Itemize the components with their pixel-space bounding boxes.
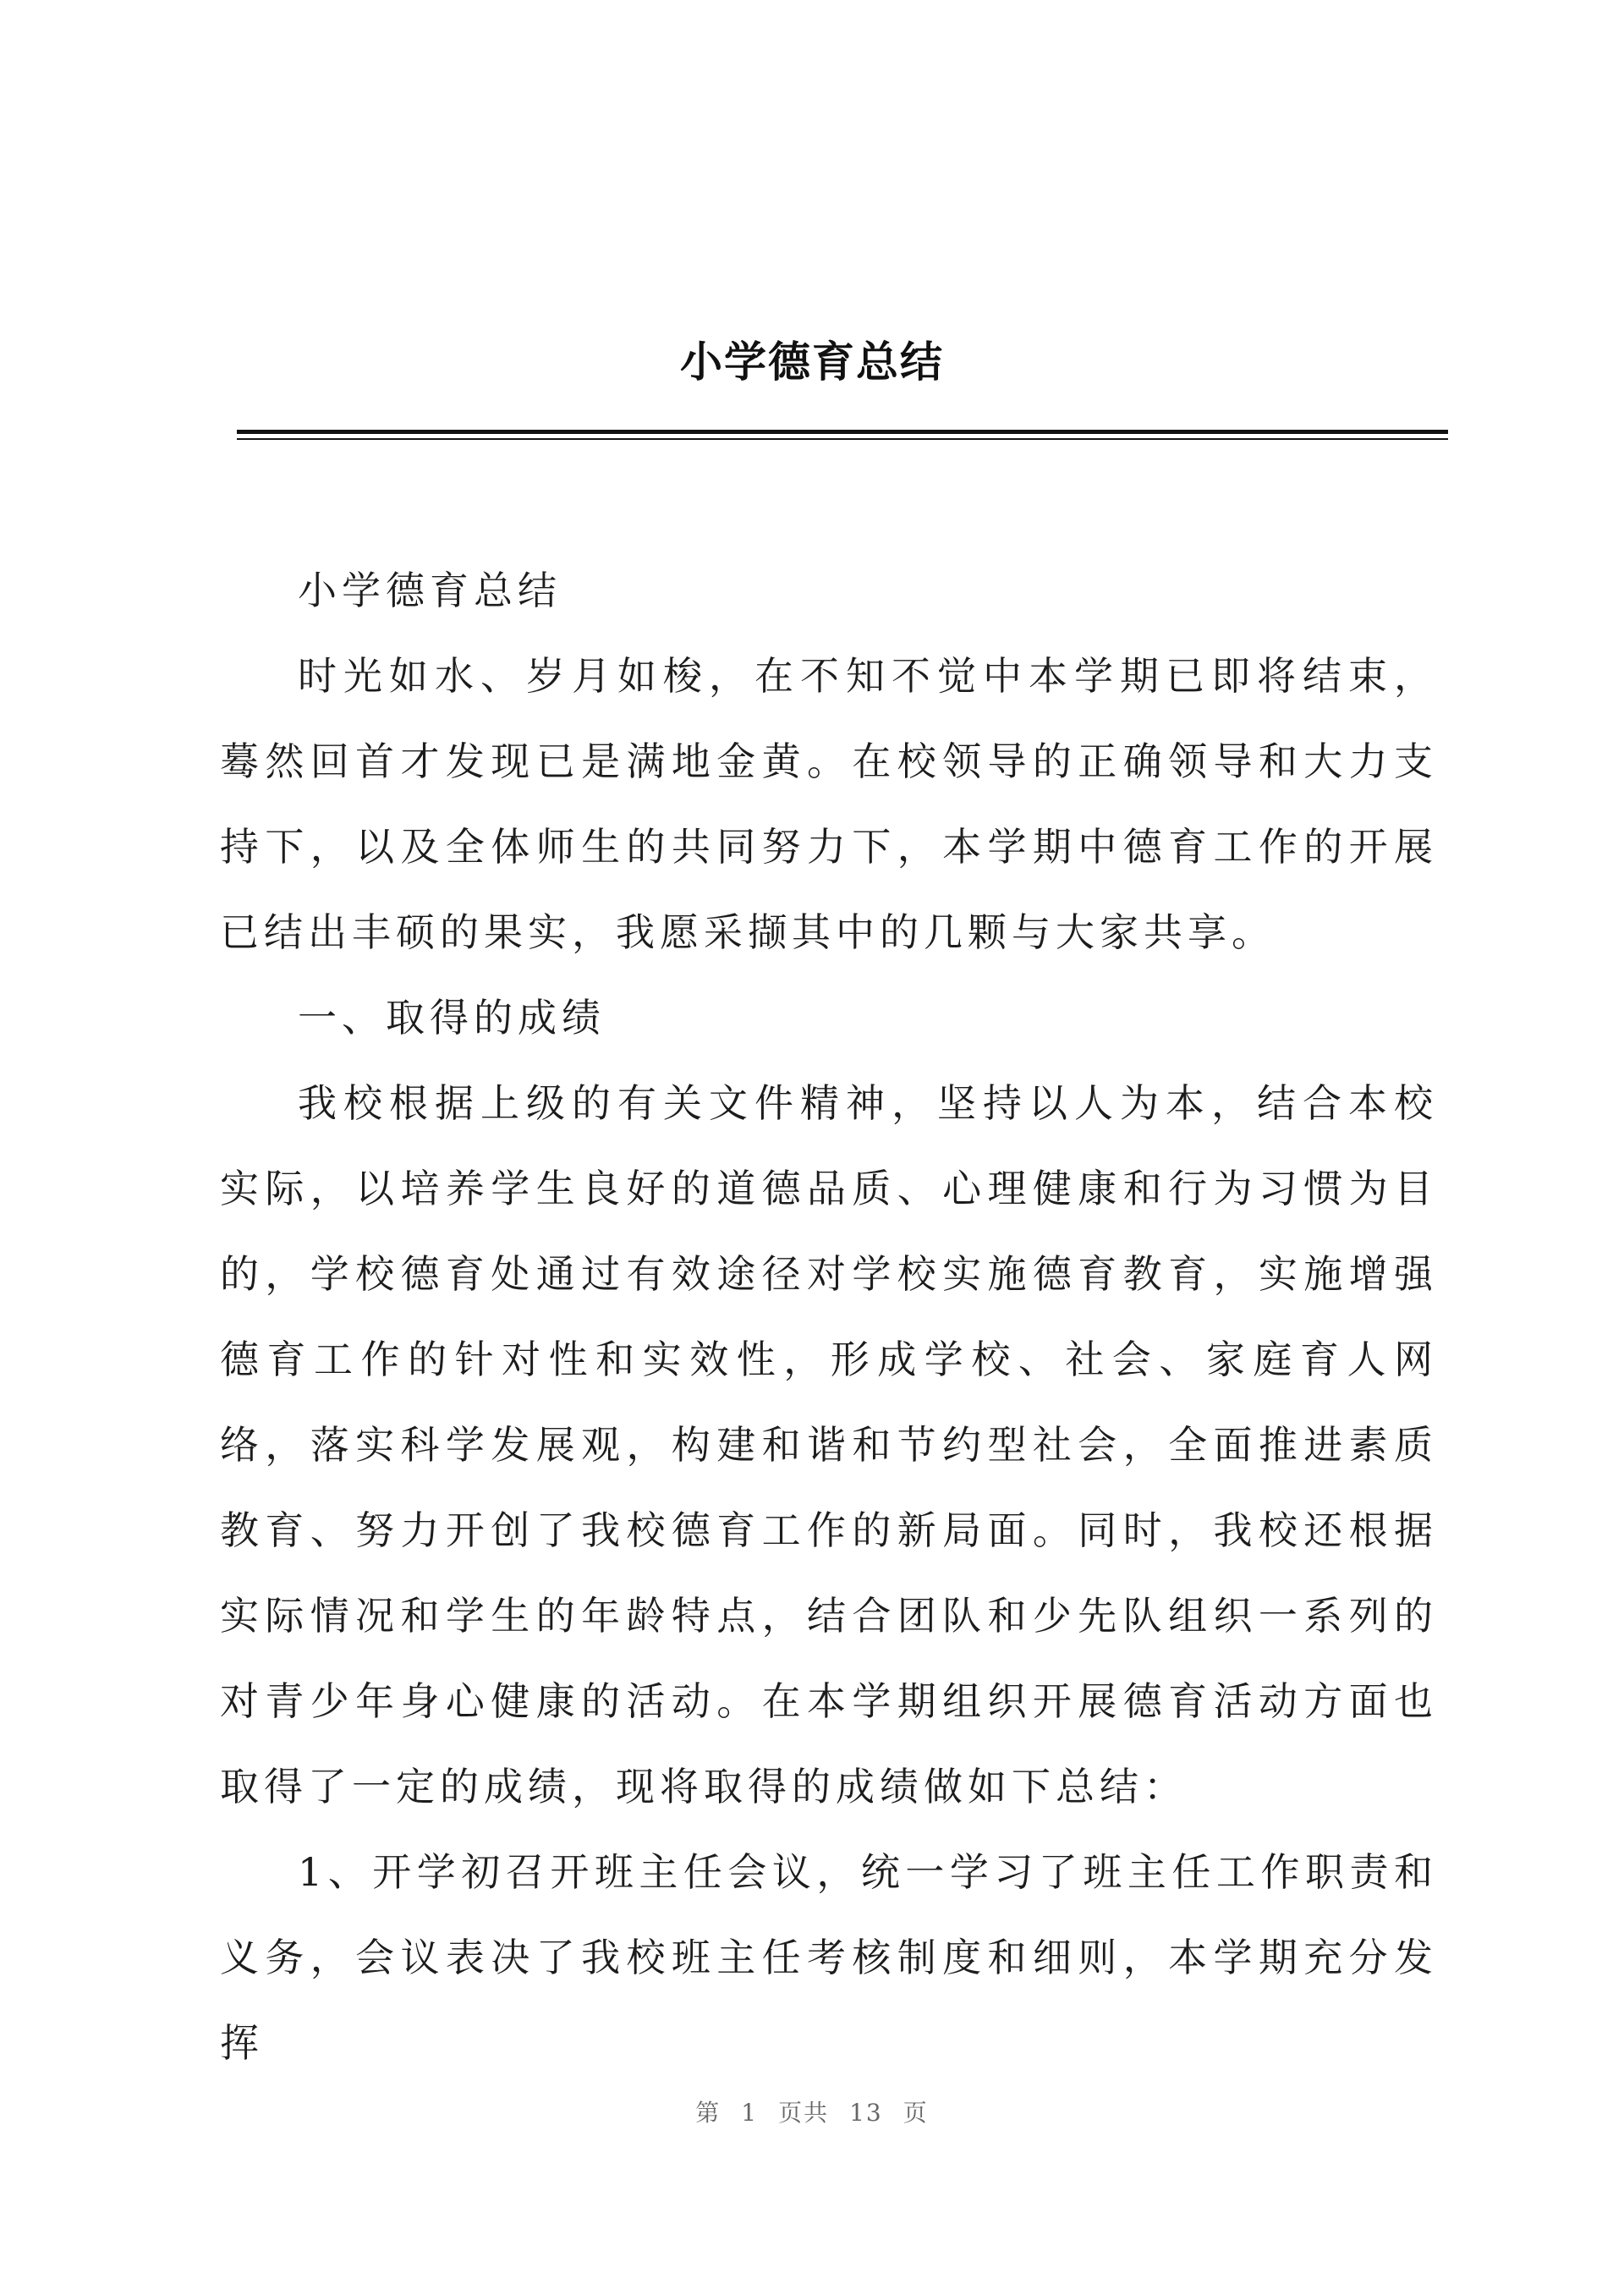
paragraph-achievements: 我校根据上级的有关文件精神，坚持以人为本，结合本校实际，以培养学生良好的道德品质、心理健康和行为习惯为目的，学校德育处通过有效途径对学校实施德育教育，实施增强德育工作的针对性和实效性，形成学校、社会、家庭育人网络，落实科学发展观，构建和谐和节约型社会，全面推进素质教育、努力开创了我校德育工作的新局面。同时，我校还根据实际情况和学生的年龄特点，结合团队和少先队组织一系列的对青少年身心健康的活动。在本学期组织开展德育活动方面也取得了一定的成绩，现将取得的成绩做如下总结： (220, 1080, 1438, 1809)
section-heading-achievements: 一、取得的成绩 (298, 995, 606, 1040)
paragraph-item-1: 1、开学初召开班主任会议，统一学习了班主任工作职责和义务，会议表决了我校班主任考核制度和细则，本学期充分发挥 (220, 1849, 1438, 2066)
footer-total-pages: 13 (849, 2099, 883, 2127)
title-rule-thin (237, 438, 1448, 440)
paragraph-intro: 时光如水、岁月如梭，在不知不觉中本学期已即将结束，蓦然回首才发现已是满地金黄。在校领导的正确领导和大力支持下，以及全体师生的共同努力下，本学期中德育工作的开展已结出丰硕的果实，我愿采撷其中的几颗与大家共享。 (220, 653, 1438, 955)
footer-current-page: 1 (741, 2099, 759, 2127)
page-footer (0, 2095, 1624, 2128)
footer-suffix: 页 (903, 2099, 929, 2127)
document-title: 小学德育总结 (680, 338, 944, 387)
paragraph-heading: 小学德育总结 (298, 568, 562, 613)
document-body (220, 548, 1438, 2086)
title-rule-thick (237, 430, 1448, 434)
footer-middle: 页共 (778, 2099, 830, 2127)
footer-prefix: 第 (695, 2099, 721, 2127)
